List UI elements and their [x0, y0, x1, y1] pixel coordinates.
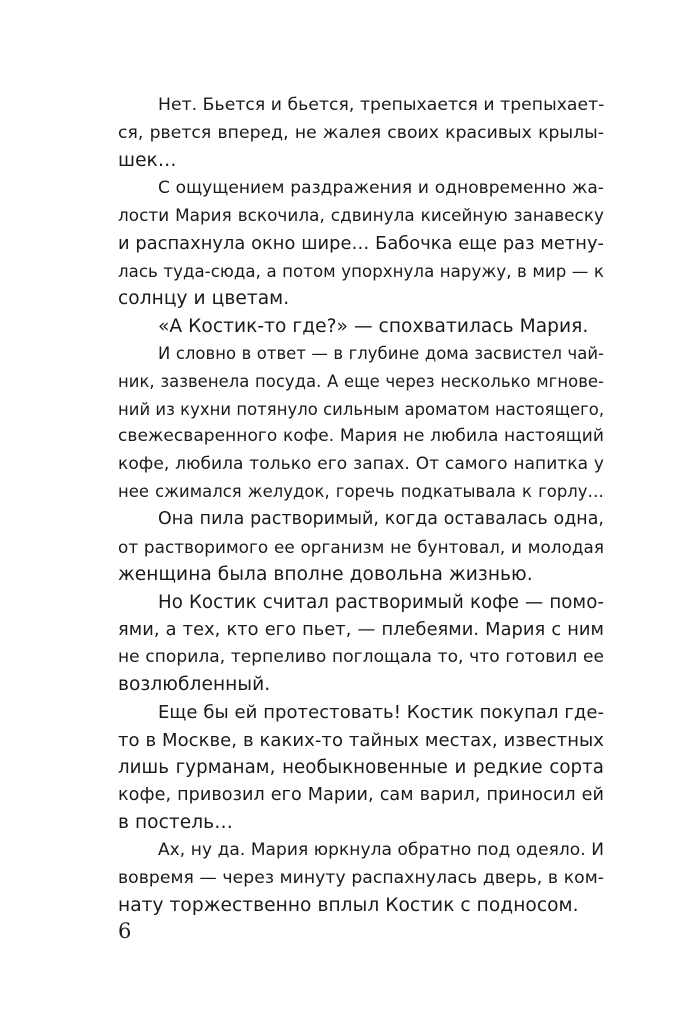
- text-line: Еще бы ей протестовать! Костик покупал где-: [158, 702, 604, 724]
- text-line: вовремя — через минуту распахнулась дверь, в ком-: [118, 867, 604, 888]
- text-line: Нет. Бьется и бьется, трепыхается и трепыхает-: [158, 95, 605, 115]
- text-line: кофе, любила только его запах. От самого напитка у: [118, 453, 604, 474]
- text-line: лишь гурманам, необыкновенные и редкие сорта: [118, 757, 604, 779]
- text-line: в постель…: [118, 812, 233, 834]
- text-line: С ощущением раздражения и одновременно жа-: [158, 177, 604, 198]
- text-line: Она пила растворимый, когда оставалась одна,: [158, 508, 604, 529]
- text-line: нее сжимался желудок, горечь подкатывала к горлу…: [118, 482, 604, 502]
- text-line: кофе, привозил его Марии, сам варил, приносил ей: [118, 784, 604, 805]
- page-number: 6: [118, 919, 132, 943]
- text-line: И словно в ответ — в глубине дома засвистел чай-: [158, 344, 604, 364]
- text-line: женщина была вполне довольна жизнью.: [118, 564, 533, 586]
- text-line: от растворимого ее организм не бунтовал, и молодая: [118, 536, 604, 557]
- text-line: не спорила, терпеливо поглощала то, что готовил ее: [118, 646, 604, 667]
- text-line: «А Костик-то где?» — спохватилась Мария.: [158, 315, 589, 337]
- text-line: солнцу и цветам.: [118, 288, 290, 310]
- text-line: ник, зазвенела посуда. А еще через несколько мгнове-: [118, 371, 604, 391]
- body-text: [118, 92, 604, 920]
- text-line: лась туда-сюда, а потом упорхнула наружу, в мир — к: [118, 261, 604, 281]
- text-line: лости Мария вскочила, сдвинула кисейную занавеску: [118, 205, 604, 226]
- text-line: свежесваренного кофе. Мария не любила настоящий: [118, 426, 604, 447]
- text-line: нату торжественно вплыл Костик с подносом.: [118, 895, 579, 917]
- text-line: ний из кухни потянуло сильным ароматом настоящего,: [118, 399, 605, 419]
- text-line: шек…: [118, 150, 177, 172]
- text-line: возлюбленный.: [118, 674, 271, 696]
- text-line: ями, а тех, кто его пьет, — плебеями. Мария с ним: [118, 619, 604, 641]
- text-line: ся, рвется вперед, не жалея своих красивых крылы-: [118, 122, 604, 143]
- text-line: то в Москве, в каких-то тайных местах, известных: [118, 729, 604, 751]
- text-line: и распахнула окно шире… Бабочка еще раз метну-: [118, 232, 604, 254]
- text-line: Но Костик считал растворимый кофе — помо-: [158, 591, 604, 613]
- text-line: Ах, ну да. Мария юркнула обратно под одеяло. И: [158, 840, 604, 861]
